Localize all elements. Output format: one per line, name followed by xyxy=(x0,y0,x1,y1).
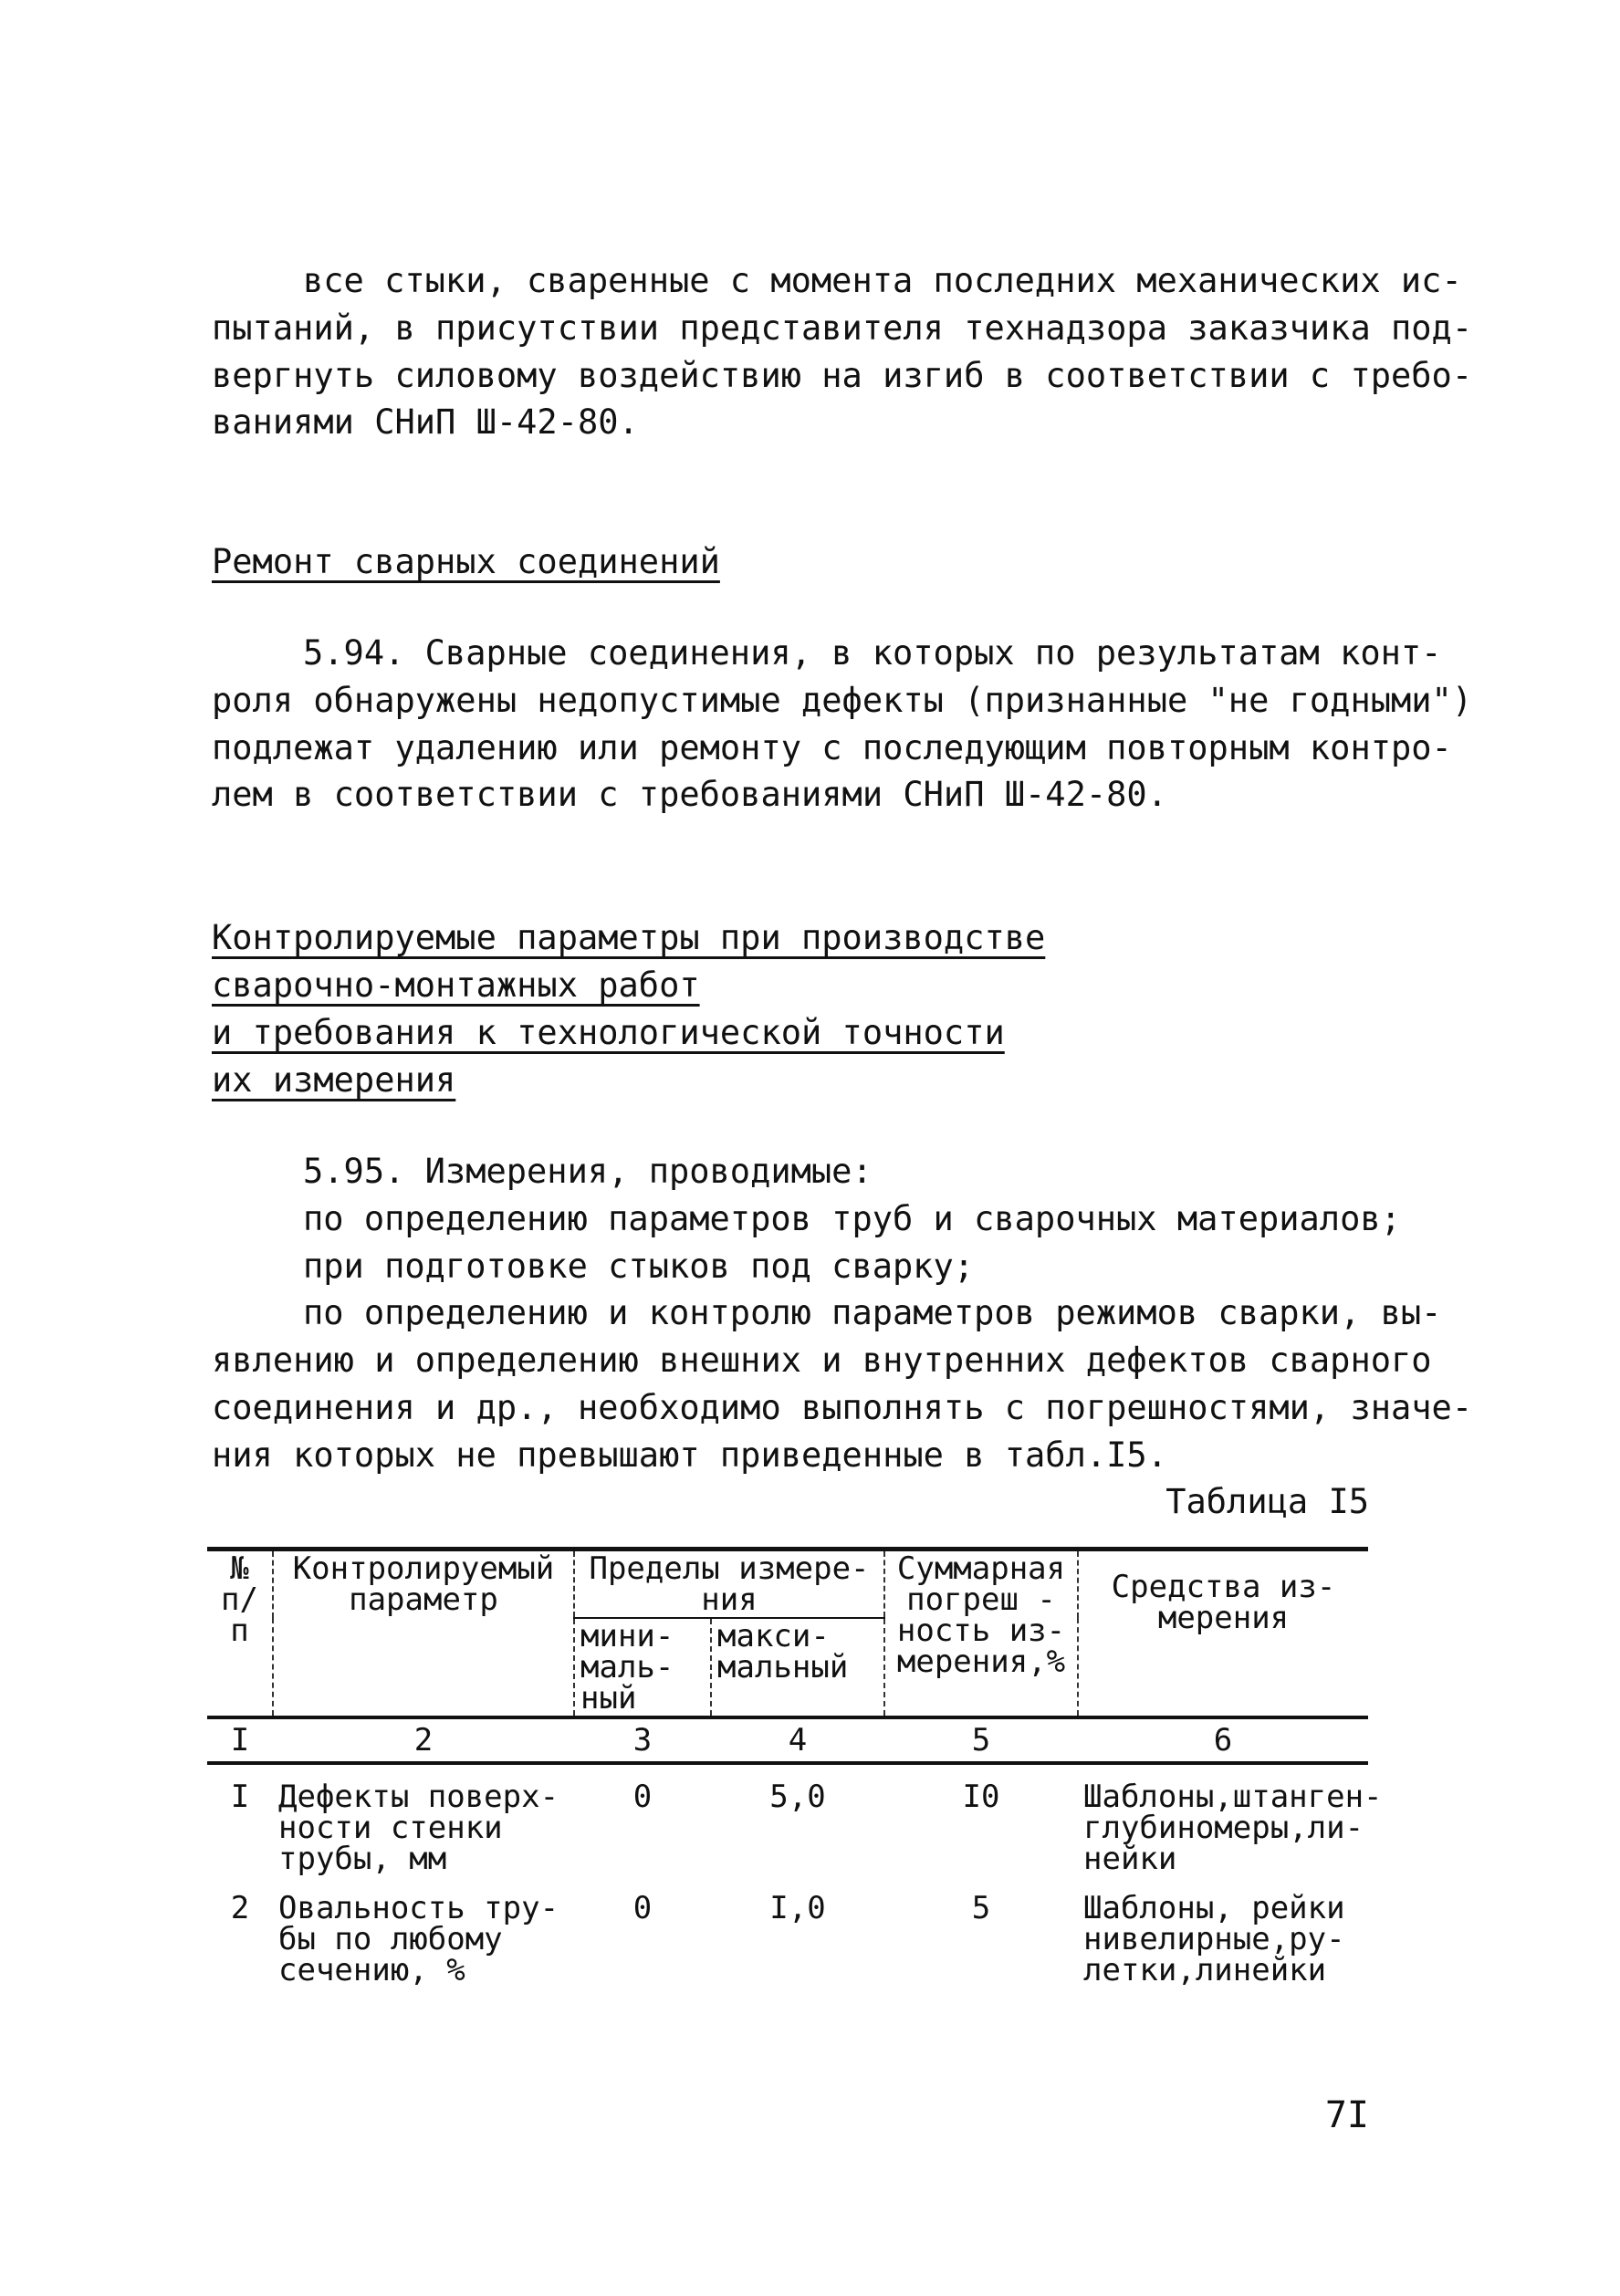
page-number: 7I xyxy=(1324,2094,1369,2136)
paragraph-5-94 xyxy=(212,630,1473,819)
cell-param: Овальность тру- бы по любому сечению, % xyxy=(278,1890,559,1988)
cell-error: 5 xyxy=(971,1890,991,1926)
cell-means: Шаблоны,штанген- глубиномеры,ли- нейки xyxy=(1083,1779,1383,1877)
intro-paragraph xyxy=(212,257,1473,446)
table-caption: Таблица I5 xyxy=(1165,1482,1369,1521)
text-line: при подготовке стыков под сварку; xyxy=(303,1246,975,1286)
cell-error: I0 xyxy=(962,1779,1000,1815)
text-line: 5.94. Сварные соединения, в которых по результатам конт- xyxy=(303,633,1442,673)
cell-param: Дефекты поверх- ности стенки трубы, мм xyxy=(278,1779,559,1877)
paragraph-5-95 xyxy=(212,1148,1473,1479)
heading-line: Ремонт сварных соединений xyxy=(212,542,720,581)
cell-min: 0 xyxy=(632,1890,653,1926)
cell-num: 2 xyxy=(230,1890,250,1926)
text-line: все стыки, сваренные с момента последних механических ис- xyxy=(303,261,1462,300)
header-param: Контролируемый параметр xyxy=(273,1550,574,1718)
section-heading-params xyxy=(212,914,1045,1104)
heading-line: Контролируемые параметры при производстве xyxy=(212,918,1046,957)
table-15 xyxy=(207,1547,1383,1988)
column-number: 4 xyxy=(711,1717,884,1763)
header-limits: Пределы измере- ния xyxy=(574,1550,884,1619)
text-line: лем в соответствии с требованиями СНиП Ш-42-80. xyxy=(212,775,1167,815)
cell-max: I,0 xyxy=(769,1890,826,1926)
cell-means: Шаблоны, рейки нивелирные,ру- летки,линейки xyxy=(1083,1890,1345,1988)
text-line: явлению и определению внешних и внутренних дефектов сварного xyxy=(212,1341,1432,1381)
header-num: № п/п xyxy=(207,1550,273,1718)
column-number: 5 xyxy=(884,1717,1078,1763)
text-line: ваниями СНиП Ш-42-80. xyxy=(212,402,639,443)
cell-min: 0 xyxy=(632,1779,653,1815)
column-number: 3 xyxy=(574,1717,711,1763)
heading-line: и требования к технологической точности xyxy=(212,1013,1005,1052)
text-line: вергнуть силовому воздействию на изгиб в соответствии с требо- xyxy=(212,355,1473,395)
text-line: подлежат удалению или ремонту с последующим повторным контро- xyxy=(212,727,1452,767)
column-number: 2 xyxy=(273,1717,574,1763)
text-line: по определению и контролю параметров режимов сварки, вы- xyxy=(303,1293,1442,1333)
cell-max: 5,0 xyxy=(769,1779,826,1815)
header-min: мини- маль- ный xyxy=(574,1618,711,1717)
header-means: Средства из- мерения xyxy=(1078,1550,1368,1718)
text-line: роля обнаружены недопустимые дефекты (признанные "не годными") xyxy=(212,680,1473,720)
text-line: пытаний, в присутствии представителя технадзора заказчика под- xyxy=(212,308,1473,348)
table-row xyxy=(207,1763,1368,1876)
text-line: по определению параметров труб и сварочных материалов; xyxy=(303,1198,1401,1238)
text-line: 5.95. Измерения, проводимые: xyxy=(303,1152,873,1191)
table-header-row xyxy=(207,1550,1368,1619)
header-max: макси- мальный xyxy=(711,1618,884,1717)
column-number: I xyxy=(207,1717,273,1763)
section-heading-repair xyxy=(212,538,720,586)
heading-line: их измерения xyxy=(212,1060,456,1100)
column-number-row xyxy=(207,1717,1368,1763)
table-row xyxy=(207,1876,1368,1988)
text-line: ния которых не превышают приведенные в табл.I5. xyxy=(212,1435,1167,1475)
text-line: соединения и др., необходимо выполнять с погрешностями, значе- xyxy=(212,1387,1473,1427)
cell-num: I xyxy=(230,1779,250,1815)
column-number: 6 xyxy=(1078,1717,1368,1763)
heading-line: сварочно-монтажных работ xyxy=(212,965,700,1005)
header-error: Суммарная погреш - ность из- мерения,% xyxy=(884,1550,1078,1718)
